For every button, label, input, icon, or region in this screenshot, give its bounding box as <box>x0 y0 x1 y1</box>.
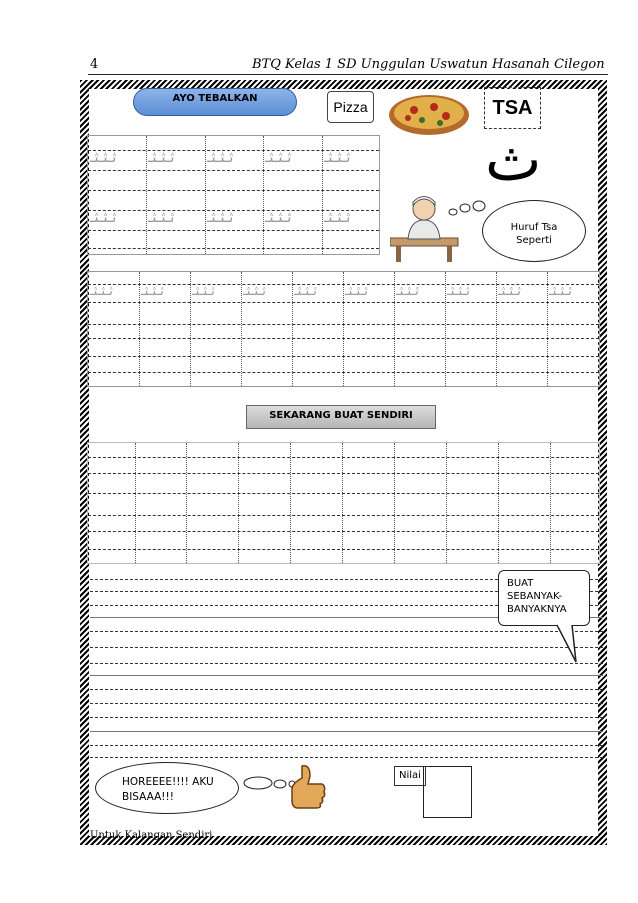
trace-letters: ثـثـثـ <box>549 284 572 299</box>
trace-letters: ثـثـثـ <box>141 284 164 299</box>
thought-dots <box>447 196 487 221</box>
score-box[interactable] <box>423 766 472 818</box>
practice-grid <box>87 442 600 564</box>
pizza-image <box>386 85 472 137</box>
horeee-cloud: HOREEEE!!!! AKU BISAAA!!! <box>95 762 239 814</box>
trace-letters: ثـثـثـ <box>294 284 317 299</box>
trace-letters: ثـثـثـ <box>90 208 117 226</box>
huruf-tsa-cloud: Huruf Tsa Seperti <box>482 200 586 262</box>
trace-letters: ثـثـثـ <box>324 208 351 226</box>
speech-bubble-tail <box>556 624 580 664</box>
tracing-grid-top <box>87 135 380 255</box>
trace-letters: ثـثـثـ <box>148 208 175 226</box>
trace-letters: ثـثـثـ <box>207 148 234 166</box>
trace-letters: ثـثـثـ <box>148 148 175 166</box>
trace-letters: ثـثـثـ <box>207 208 234 226</box>
tracing-grid-wide <box>87 271 600 387</box>
sekarang-buat-sendiri-label: SEKARANG BUAT SENDIRI <box>246 405 436 429</box>
buat-sebanyak-bubble: BUAT SEBANYAK-BANYAKNYA <box>498 570 590 626</box>
trace-letters: ثـثـثـ <box>192 284 215 299</box>
tsa-label: TSA <box>484 87 541 129</box>
trace-letters: ثـثـثـ <box>265 148 292 166</box>
page-header-title: BTQ Kelas 1 SD Unggulan Uswatun Hasanah Cilegon <box>252 57 605 72</box>
header-rule <box>88 74 608 75</box>
thumbs-up-image <box>288 762 328 810</box>
trace-letters: ثـثـثـ <box>498 284 521 299</box>
arabic-letter-tsa: ث <box>485 125 542 195</box>
pizza-label: Pizza <box>327 91 374 123</box>
trace-letters: ثـثـثـ <box>265 208 292 226</box>
trace-letters: ثـثـثـ <box>243 284 266 299</box>
ayo-tebalkan-label: AYO TEBALKAN <box>133 88 297 116</box>
page-footer: Untuk Kalangan Sendiri <box>90 830 213 841</box>
nilai-label: Nilai <box>394 766 426 786</box>
trace-letters: ثـثـثـ <box>324 148 351 166</box>
trace-letters: ثـثـثـ <box>90 284 113 299</box>
trace-letters: ثـثـثـ <box>90 148 117 166</box>
trace-letters: ثـثـثـ <box>345 284 368 299</box>
page-number: 4 <box>90 57 99 72</box>
trace-letters: ثـثـثـ <box>396 284 419 299</box>
trace-letters: ثـثـثـ <box>447 284 470 299</box>
